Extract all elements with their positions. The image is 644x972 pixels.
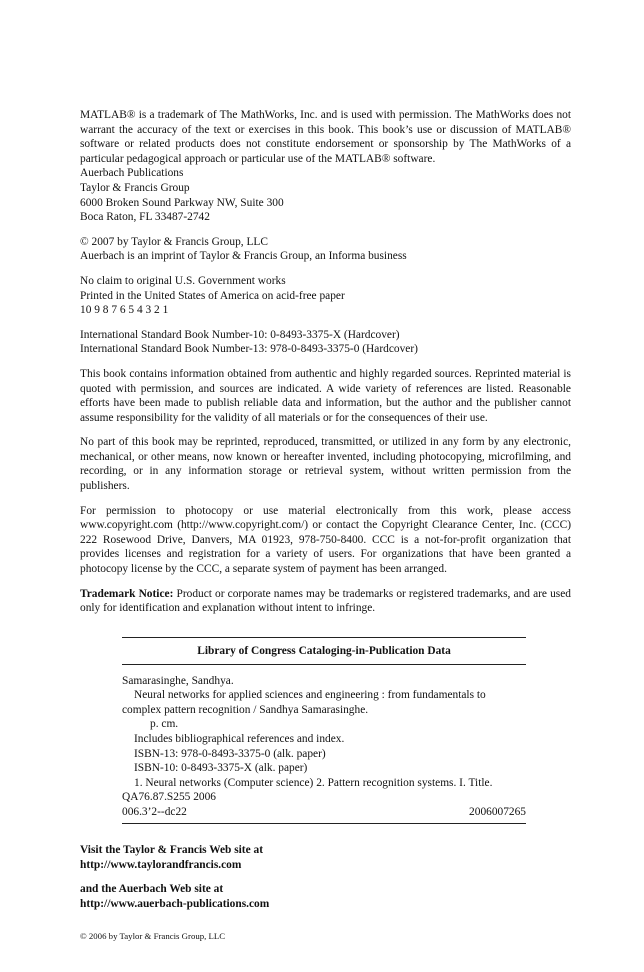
cip-body (122, 665, 526, 820)
cip-pages: p. cm. (150, 718, 179, 731)
trademark-text: Product or corporate names may be trademarks or registered trademarks, and are used only for identification and explanation without intent to infringe. (80, 587, 571, 615)
tf-visit-line: Visit the Taylor & Francis Web site at (80, 844, 263, 856)
info-text: This book contains information obtained from authentic and highly regarded sources. Reprinted material is quoted with permission, and sources are indicated. A wide variety of references are listed. Reasonable efforts have been made to publish reliable data and information, but the author and the publisher cannot assume responsibility for the validity of all materials or for the consequences of their use. (80, 367, 571, 424)
cip-note-isbn10: ISBN-10: 0-8493-3375-X (alk. paper) (134, 762, 308, 775)
cip-bottom-rule (122, 823, 526, 824)
cip-note-bibliography: Includes bibliographical references and index. (134, 732, 345, 745)
government-claim: No claim to original U.S. Government works (80, 274, 286, 287)
isbn-10: International Standard Book Number-10: 0-8493-3375-X (Hardcover) (80, 328, 400, 341)
cip-title-1: Neural networks for applied sciences and engineering : from fundamentals to (134, 689, 486, 702)
cip-call-number: QA76.87.S255 2006 (122, 791, 216, 804)
printing-number: 10 9 8 7 6 5 4 3 2 1 (80, 304, 169, 317)
permission-text: For permission to photocopy or use material electronically from this work, please access www.copyright.com (http://www.copyright.com/) or contact the Copyright Clearance Center, Inc. (CCC) 222 Rosewood Drive, Danvers, MA 01923, 978-750-8400. CCC is a not-for-profit organization that provides licenses and registration for a variety of users. For organizations that have been granted a photocopy license by the CCC, a separate system of payment has been arranged. (80, 504, 571, 576)
websites-block (80, 843, 380, 911)
claims-block (80, 274, 571, 318)
matlab-notice-text: MATLAB® is a trademark of The MathWorks, Inc. and is used with permission. The MathWorks does not warrant the accuracy of the text or exercises in this book. This book’s use or discussion of MATLAB® software or related products does not constitute endorsement or sponsorship by The MathWorks of a particular pedagogical approach or particular use of the MATLAB® software. (80, 109, 571, 165)
isbn-13: International Standard Book Number-13: 978-0-8493-3375-0 (Hardcover) (80, 343, 418, 356)
publisher-street: 6000 Broken Sound Parkway NW, Suite 300 (80, 196, 284, 209)
publisher-city: Boca Raton, FL 33487-2742 (80, 211, 210, 224)
auerbach-visit-line: and the Auerbach Web site at (80, 883, 224, 896)
reprint-text: No part of this book may be reprinted, reproduced, transmitted, or utilized in any form by any electronic, mechanical, or other means, now known or hereafter invented, including photocopying, microfilming, and recording, or in any information storage or retrieval system, without written permission from the publishers. (80, 436, 571, 493)
imprint-line: Auerbach is an imprint of Taylor & Francis Group, an Informa business (80, 250, 407, 263)
cip-lccn: 2006007265 (469, 805, 526, 818)
cip-dewey-row (122, 805, 526, 820)
cip-author: Samarasinghe, Sandhya. (122, 674, 234, 687)
publisher-name: Auerbach Publications (80, 167, 184, 180)
publisher-group: Taylor & Francis Group (80, 181, 190, 194)
footer-copyright: © 2006 by Taylor & Francis Group, LLC (80, 931, 226, 941)
trademark-label: Trademark Notice: (80, 587, 174, 600)
copyright-block (80, 235, 571, 264)
cip-title-2: complex pattern recognition / Sandhya Samarasinghe. (122, 703, 369, 716)
matlab-notice (80, 108, 571, 225)
tf-website-link[interactable]: http://www.taylorandfrancis.com (80, 858, 242, 871)
trademark-notice (80, 587, 571, 616)
isbn-block (80, 328, 571, 357)
copyright-page-body (80, 108, 571, 626)
reprint-paragraph (80, 435, 571, 493)
info-paragraph (80, 367, 571, 425)
auerbach-website-link[interactable]: http://www.auerbach-publications.com (80, 897, 270, 910)
cip-dewey: 006.3’2--dc22 (122, 805, 187, 818)
cip-data-block (122, 637, 526, 824)
cip-note-subjects: 1. Neural networks (Computer science) 2. Pattern recognition systems. I. Title. (134, 776, 493, 789)
printed-line: Printed in the United States of America on acid-free paper (80, 289, 345, 302)
cip-heading: Library of Congress Cataloging-in-Publication Data (197, 645, 451, 657)
permission-paragraph (80, 504, 571, 577)
cip-note-isbn13: ISBN-13: 978-0-8493-3375-0 (alk. paper) (134, 747, 326, 760)
copyright-line: © 2007 by Taylor & Francis Group, LLC (80, 235, 268, 248)
